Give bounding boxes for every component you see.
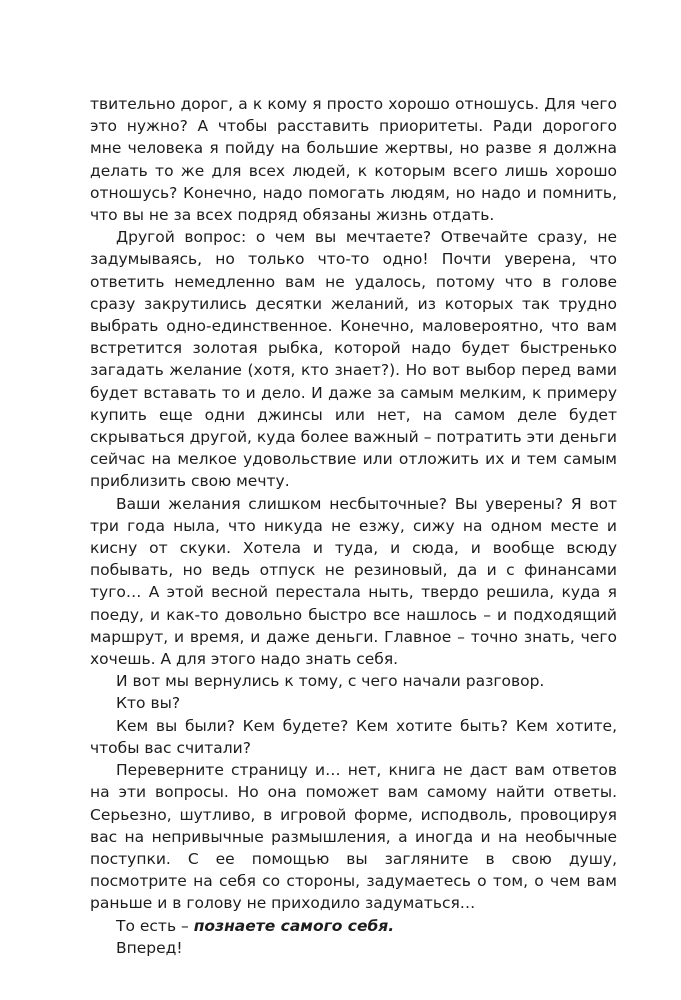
paragraph-4: И вот мы вернулись к тому, с чего начали разговор. xyxy=(116,672,545,691)
paragraph-1: твительно дорог, а к кому я просто хорошо отношусь. Для чего это нужно? А чтобы расставить приоритеты. Ради дорогого мне человека я пойду на большие жертвы, но разве я должна делать то же для всех людей, к которым всего лишь хорошо отношусь? Конечно, надо помогать людям, но надо и помнить, что вы не за всех подряд обязаны жизнь отдать. xyxy=(90,95,617,225)
paragraph-5: Кто вы? xyxy=(116,694,181,713)
paragraph-8 xyxy=(90,915,617,937)
paragraph-6: Кем вы были? Кем будете? Кем хотите быть? Кем хотите, чтобы вас считали? xyxy=(90,716,617,757)
page-body xyxy=(90,93,617,959)
paragraph-3: Ваши желания слишком несбыточные? Вы уверены? Я вот три года ныла, что никуда не езжу, сижу на одном месте и кисну от скуки. Хотела и туда, и сюда, и вообще всюду побывать, но ведь отпуск не резиновый, да и с финансами туго… А этой весной перестала ныть, твердо решила, куда я поеду, и как-то довольно быстро все нашлось – и подходящий маршрут, и время, и даже деньги. Главное – точно знать, чего хочешь. А для этого надо знать себя. xyxy=(90,494,617,669)
closing-lead: То есть – xyxy=(116,916,194,935)
paragraph-2: Другой вопрос: о чем вы мечтаете? Отвечайте сразу, не задумываясь, но только что-то одно! Почти уверена, что ответить немедленно вам не удалось, потому что в голове сразу закрутились десятки желаний, из которых так трудно выбрать одно-единственное. Конечно, маловероятно, что вам встретится золотая рыбка, которой надо будет быстренько загадать желание (хотя, кто знает?). Но вот выбор перед вами будет вставать то и дело. И даже за самым мелким, к примеру купить еще одни джинсы или нет, на самом деле будет скрываться другой, куда более важный – потратить эти деньги сейчас на мелкое удовольствие или отложить их и тем самым приблизить свою мечту. xyxy=(90,228,617,491)
closing-emphasis: познаете самого себя. xyxy=(193,916,395,935)
paragraph-9: Вперед! xyxy=(116,938,183,957)
paragraph-7: Переверните страницу и… нет, книга не даст вам ответов на эти вопросы. Но она поможет вам самому найти ответы. Серьезно, шутливо, в игровой форме, исподволь, провоцируя вас на непривычные размышления, а иногда и на необычные поступки. С ее помощью вы загляните в свою душу, посмотрите на себя со стороны, задумаетесь о том, о чем вам раньше и в голову не приходило задуматься… xyxy=(90,761,617,913)
